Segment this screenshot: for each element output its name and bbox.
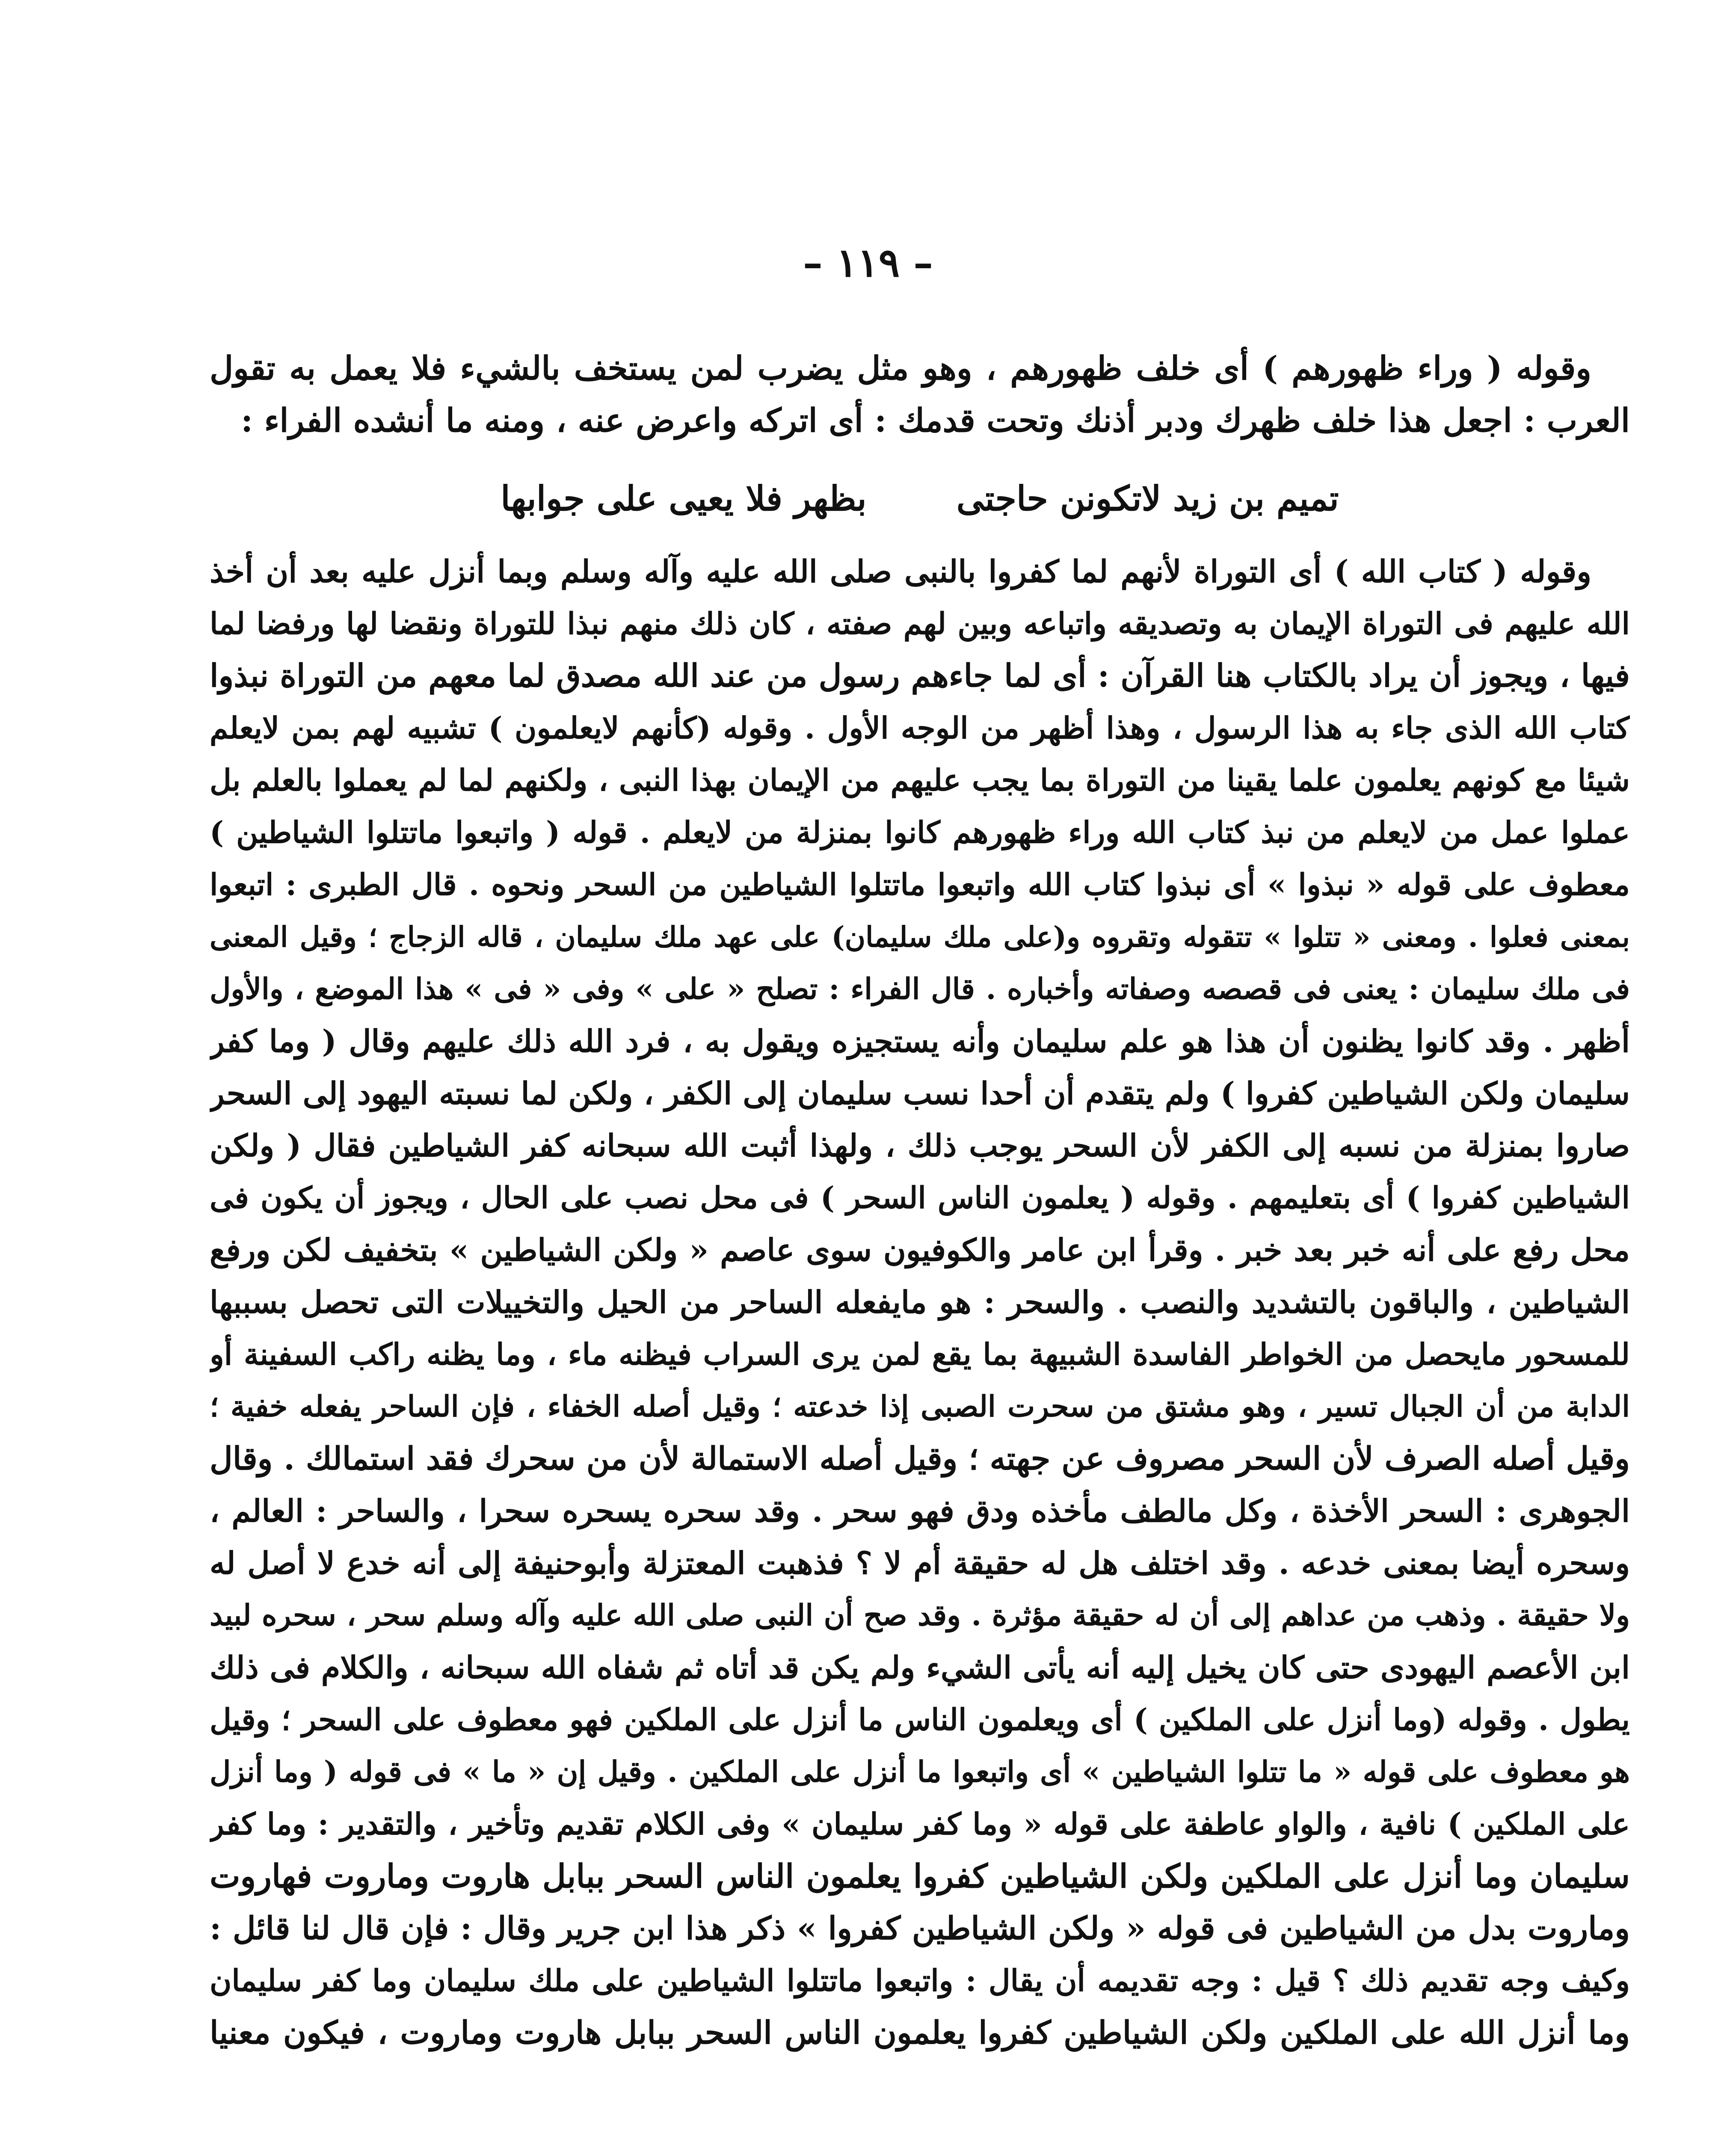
text-line: بمعنى فعلوا . ومعنى « تتلوا » تتقوله وتقروه و(على ملك سليمان) على عهد ملك سليمان ، قاله الزجاج ؛ وقيل المعنى [210,920,1630,954]
text-line: الله عليهم فى التوراة الإيمان به وتصديقه واتباعه وبين لهم صفته ، كان ذلك منهم نبذا للتوراة ونقضا لها ورفضا لما [210,606,1630,641]
verse-hemistich-second: بظهر فلا يعيى على جوابها [501,478,867,518]
page-number: – ١١٩ – [803,240,933,286]
text-line: فيها ، ويجوز أن يراد بالكتاب هنا القرآن : أى لما جاءهم رسول من عند الله مصدق لما معهم من التوراة نبذوا [210,658,1630,694]
text-line: محل رفع على أنه خبر بعد خبر . وقرأ ابن عامر والكوفيون سوى عاصم « ولكن الشياطين » بتخفيف لكن ورفع [210,1232,1630,1268]
paragraph-2 [210,545,1630,2059]
text-line: وقيل أصله الصرف لأن السحر مصروف عن جهته ؛ وقيل أصله الاستمالة لأن من سحرك فقد استمالك . وقال [210,1440,1630,1477]
text-line: على الملكين ) نافية ، والواو عاطفة على قوله « وما كفر سليمان » وفى الكلام تقديم وتأخير ، والتقدير : وما كفر [210,1806,1630,1842]
text-line: وما أنزل الله على الملكين ولكن الشياطين كفروا يعلمون الناس السحر ببابل هاروت وماروت ، فيكون معنيا [210,2015,1630,2051]
text-line: سليمان وما أنزل على الملكين ولكن الشياطين كفروا يعلمون الناس السحر ببابل هاروت وماروت فهاروت [210,1857,1630,1895]
text-line: وقوله ( وراء ظهورهم ) أى خلف ظهورهم ، وهو مثل يضرب لمن يستخف بالشيء فلا يعمل به تقول [210,349,1591,387]
text-line: معطوف على قوله « نبذوا » أى نبذوا كتاب الله واتبعوا ماتتلوا الشياطين من السحر ونحوه . قال الطبرى : اتبعوا [210,867,1630,902]
verse-hemistich-first: تميم بن زيد لاتكونن حاجتى [956,478,1339,518]
text-line: وقوله ( كتاب الله ) أى التوراة لأنهم لما كفروا بالنبى صلى الله عليه وآله وسلم وبما أنزل عليه بعد أن أخذ [210,553,1591,590]
text-line: ابن الأعصم اليهودى حتى كان يخيل إليه أنه يأتى الشيء ولم يكن قد أتاه ثم شفاه الله سبحانه ، والكلام فى ذلك [210,1649,1630,1686]
text-line: شيئا مع كونهم يعلمون علما يقينا من التوراة بما يجب عليهم من الإيمان بهذا النبى ، ولكنهم لما لم يعملوا بالعلم بل [210,762,1630,798]
text-line: ولا حقيقة . وذهب من عداهم إلى أن له حقيقة مؤثرة . وقد صح أن النبى صلى الله عليه وآله وسلم سحر ، سحره لبيد [210,1598,1630,1632]
text-line: أظهر . وقد كانوا يظنون أن هذا هو علم سليمان وأنه يستجيزه ويقول به ، فرد الله ذلك عليهم وقال ( وما كفر [210,1023,1630,1059]
text-line: وكيف وجه تقديم ذلك ؟ قيل : وجه تقديمه أن يقال : واتبعوا ماتتلوا الشياطين على ملك سليمان وما كفر سليمان [210,1963,1630,1998]
text-line: الشياطين ، والباقون بالتشديد والنصب . والسحر : هو مايفعله الساحر من الحيل والتخييلات التى تحصل بسببها [210,1284,1630,1320]
text-line: الشياطين كفروا ) أى بتعليمهم . وقوله ( يعلمون الناس السحر ) فى محل نصب على الحال ، ويجوز أن يكون فى [210,1180,1630,1215]
text-line: كتاب الله الذى جاء به هذا الرسول ، وهذا أظهر من الوجه الأول . وقوله (كأنهم لايعلمون ) تشبيه لهم بمن لايعلم [210,710,1630,746]
text-line: عملوا عمل من لايعلم من نبذ كتاب الله وراء ظهورهم كانوا بمنزلة من لايعلم . قوله ( واتبعوا ماتتلوا الشياطين ) [210,815,1630,850]
text-line: العرب : اجعل هذا خلف ظهرك ودبر أذنك وتحت قدمك : أى اتركه واعرض عنه ، ومنه ما أنشده الفراء : [241,401,1630,439]
text-line: سليمان ولكن الشياطين كفروا ) ولم يتقدم أن أحدا نسب سليمان إلى الكفر ، ولكن لما نسبته اليهود إلى السحر [210,1075,1630,1111]
text-line: وسحره أيضا بمعنى خدعه . وقد اختلف هل له حقيقة أم لا ؟ فذهبت المعتزلة وأبوحنيفة إلى أنه خدع لا أصل له [210,1545,1630,1581]
text-line: صاروا بمنزلة من نسبه إلى الكفر لأن السحر يوجب ذلك ، ولهذا أثبت الله سبحانه كفر الشياطين فقال ( ولكن [210,1127,1630,1164]
text-line: الدابة من أن الجبال تسير ، وهو مشتق من سحرت الصبى إذا خدعته ؛ وقيل أصله الخفاء ، فإن الساحر يفعله خفية ؛ [210,1389,1630,1424]
text-line: وماروت بدل من الشياطين فى قوله « ولكن الشياطين كفروا » ذكر هذا ابن جرير وقال : فإن قال لنا قائل : [210,1910,1630,1947]
poetry-verse [210,471,1630,526]
text-line: فى ملك سليمان : يعنى فى قصصه وصفاته وأخباره . قال الفراء : تصلح « على » وفى « فى » هذا الموضع ، والأول [210,972,1630,1006]
paragraph-1 [210,342,1630,447]
text-line: للمسحور مايحصل من الخواطر الفاسدة الشبيهة بما يقع لمن يرى السراب فيظنه ماء ، وما يظنه راكب السفينة أو [210,1336,1630,1372]
text-line: هو معطوف على قوله « ما تتلوا الشياطين » أى واتبعوا ما أنزل على الملكين . وقيل إن « ما » فى قوله ( وما أنزل [210,1755,1630,1789]
text-line: الجوهرى : السحر الأخذة ، وكل مالطف مأخذه ودق فهو سحر . وقد سحره يسحره سحرا ، والساحر : العالم ، [210,1493,1630,1529]
text-line: يطول . وقوله (وما أنزل على الملكين ) أى ويعلمون الناس ما أنزل على الملكين فهو معطوف على السحر ؛ وقيل [210,1702,1630,1737]
